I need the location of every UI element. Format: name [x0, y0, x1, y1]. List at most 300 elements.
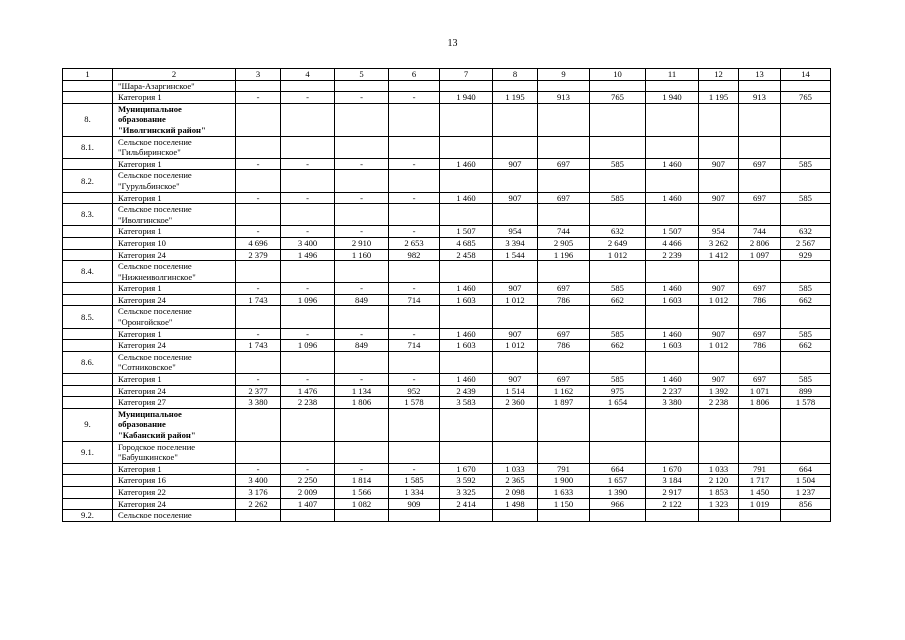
value-cell [335, 408, 389, 441]
value-cell: 1 633 [538, 486, 590, 498]
value-cell: 1 460 [646, 374, 699, 386]
value-cell [389, 510, 440, 522]
value-cell [538, 80, 590, 92]
value-cell: - [335, 158, 389, 170]
value-cell [281, 351, 335, 373]
row-name-cell [113, 510, 236, 522]
value-cell [646, 80, 699, 92]
value-cell: - [281, 226, 335, 238]
value-cell: 849 [335, 340, 389, 352]
value-cell [590, 261, 646, 283]
value-cell: 1 507 [440, 226, 493, 238]
value-cell [739, 261, 781, 283]
value-cell: 1 450 [739, 486, 781, 498]
value-cell: 2 238 [699, 397, 739, 409]
value-cell [739, 408, 781, 441]
value-cell [389, 103, 440, 136]
value-cell [440, 261, 493, 283]
value-cell [699, 408, 739, 441]
row-name-cell [113, 486, 236, 498]
value-cell [781, 136, 831, 158]
table-row [63, 261, 831, 283]
value-cell: 1 476 [281, 385, 335, 397]
row-name-cell [113, 385, 236, 397]
value-cell: 2 262 [236, 498, 281, 510]
value-cell: 2 653 [389, 237, 440, 249]
row-number-cell [63, 486, 113, 498]
row-name-cell [113, 136, 236, 158]
value-cell: - [389, 158, 440, 170]
value-cell: 899 [781, 385, 831, 397]
value-cell: 907 [493, 158, 538, 170]
value-cell [739, 306, 781, 328]
value-cell: 1 603 [440, 340, 493, 352]
row-number-cell [63, 226, 113, 238]
table-row [63, 92, 831, 104]
value-cell: 1 460 [646, 158, 699, 170]
table-row [63, 408, 831, 441]
row-number-cell: 9. [63, 408, 113, 441]
value-cell: 1 033 [493, 463, 538, 475]
value-cell: - [236, 283, 281, 295]
row-number-cell [63, 294, 113, 306]
table-row [63, 340, 831, 352]
value-cell: 2 905 [538, 237, 590, 249]
value-cell [538, 306, 590, 328]
value-cell: 907 [699, 192, 739, 204]
value-cell: 585 [590, 374, 646, 386]
value-cell: 1 390 [590, 486, 646, 498]
row-name-cell [113, 192, 236, 204]
table-row [63, 249, 831, 261]
value-cell: 585 [781, 283, 831, 295]
value-cell: 3 176 [236, 486, 281, 498]
value-cell [646, 306, 699, 328]
row-number-cell [63, 374, 113, 386]
value-cell [493, 441, 538, 463]
value-cell: 585 [781, 374, 831, 386]
value-cell: 1 460 [646, 283, 699, 295]
value-cell [493, 261, 538, 283]
value-cell [440, 351, 493, 373]
row-number-cell: 8.1. [63, 136, 113, 158]
value-cell [739, 204, 781, 226]
row-number-cell [63, 92, 113, 104]
header-cell: 3 [236, 69, 281, 81]
value-cell: 697 [538, 192, 590, 204]
table-row [63, 306, 831, 328]
value-cell [781, 408, 831, 441]
row-name-line: Категория 16 [118, 475, 166, 486]
row-number-cell [63, 237, 113, 249]
value-cell [646, 261, 699, 283]
value-cell [590, 136, 646, 158]
value-cell: 585 [590, 192, 646, 204]
header-cell: 5 [335, 69, 389, 81]
row-name-cell [113, 103, 236, 136]
value-cell: 2 120 [699, 475, 739, 487]
value-cell: 1 578 [389, 397, 440, 409]
header-cell: 9 [538, 69, 590, 81]
value-cell: 1 897 [538, 397, 590, 409]
value-cell: - [236, 463, 281, 475]
value-cell: 2 239 [646, 249, 699, 261]
value-cell: 697 [739, 283, 781, 295]
value-cell [389, 136, 440, 158]
value-cell: 3 400 [236, 475, 281, 487]
value-cell [781, 510, 831, 522]
value-cell: 697 [538, 328, 590, 340]
value-cell [739, 170, 781, 192]
table-row [63, 510, 831, 522]
value-cell: 1 195 [493, 92, 538, 104]
row-name-line: "Кабанский район" [118, 430, 196, 440]
value-cell: 1 743 [236, 340, 281, 352]
value-cell: 1 392 [699, 385, 739, 397]
value-cell: 907 [493, 192, 538, 204]
value-cell: - [335, 192, 389, 204]
value-cell: 1 012 [699, 340, 739, 352]
value-cell: 954 [493, 226, 538, 238]
value-cell [590, 204, 646, 226]
value-cell: - [236, 374, 281, 386]
row-name-line: Городское поселение [118, 441, 196, 452]
value-cell [389, 306, 440, 328]
row-name-line: Категория 1 [118, 92, 162, 103]
value-cell: 697 [739, 158, 781, 170]
value-cell: 662 [781, 294, 831, 306]
value-cell: 1 196 [538, 249, 590, 261]
table-row [63, 486, 831, 498]
value-cell: 765 [781, 92, 831, 104]
value-cell: 1 603 [646, 340, 699, 352]
value-cell: 849 [335, 294, 389, 306]
value-cell: 1 460 [440, 283, 493, 295]
value-cell: - [281, 158, 335, 170]
value-cell: 791 [538, 463, 590, 475]
value-cell [493, 351, 538, 373]
row-number-cell [63, 340, 113, 352]
table-row [63, 170, 831, 192]
value-cell [236, 408, 281, 441]
value-cell: - [389, 226, 440, 238]
header-cell: 1 [63, 69, 113, 81]
row-name-cell [113, 226, 236, 238]
value-cell [590, 441, 646, 463]
table-row [63, 351, 831, 373]
value-cell: 1 460 [440, 374, 493, 386]
value-cell: 697 [538, 374, 590, 386]
value-cell [699, 510, 739, 522]
value-cell [538, 441, 590, 463]
value-cell: - [389, 374, 440, 386]
value-cell [781, 103, 831, 136]
header-cell: 2 [113, 69, 236, 81]
value-cell: 952 [389, 385, 440, 397]
value-cell [389, 408, 440, 441]
value-cell [236, 204, 281, 226]
value-cell: 1 160 [335, 249, 389, 261]
value-cell: 2 009 [281, 486, 335, 498]
value-cell: 786 [739, 294, 781, 306]
value-cell [440, 170, 493, 192]
value-cell: - [335, 283, 389, 295]
value-cell: 975 [590, 385, 646, 397]
value-cell: - [236, 328, 281, 340]
value-cell: 1 012 [493, 340, 538, 352]
table-row [63, 192, 831, 204]
value-cell: 1 412 [699, 249, 739, 261]
table-row [63, 103, 831, 136]
table-body [63, 69, 831, 522]
value-cell: 907 [699, 158, 739, 170]
row-name-cell [113, 374, 236, 386]
header-cell: 11 [646, 69, 699, 81]
value-cell: 1 585 [389, 475, 440, 487]
row-name-line: Сельское поселение [118, 510, 192, 521]
value-cell [335, 204, 389, 226]
value-cell: 585 [590, 283, 646, 295]
table-row [63, 397, 831, 409]
value-cell: 1 657 [590, 475, 646, 487]
value-cell: 786 [538, 340, 590, 352]
row-name-line: Категория 24 [118, 294, 166, 305]
value-cell: 4 466 [646, 237, 699, 249]
value-cell: 1 940 [646, 92, 699, 104]
value-cell: 786 [739, 340, 781, 352]
table-row [63, 463, 831, 475]
row-name-cell [113, 306, 236, 328]
value-cell: 714 [389, 294, 440, 306]
value-cell [440, 441, 493, 463]
value-cell: 1 603 [440, 294, 493, 306]
row-number-cell [63, 80, 113, 92]
row-number-cell: 8.5. [63, 306, 113, 328]
row-name-cell [113, 170, 236, 192]
header-cell: 8 [493, 69, 538, 81]
row-name-line: Сельское поселение [118, 351, 192, 362]
value-cell [646, 441, 699, 463]
value-cell: 585 [590, 328, 646, 340]
table-row [63, 498, 831, 510]
value-cell: 3 380 [646, 397, 699, 409]
table-row [63, 294, 831, 306]
table-row [63, 136, 831, 158]
value-cell [236, 80, 281, 92]
value-cell: 1 082 [335, 498, 389, 510]
value-cell: 3 380 [236, 397, 281, 409]
value-cell: 1 670 [440, 463, 493, 475]
value-cell: 1 096 [281, 340, 335, 352]
row-name-cell [113, 261, 236, 283]
row-name-line: Категория 1 [118, 374, 162, 385]
table-row [63, 475, 831, 487]
row-number-cell: 9.1. [63, 441, 113, 463]
value-cell [440, 306, 493, 328]
row-name-cell [113, 397, 236, 409]
value-cell [281, 80, 335, 92]
value-cell: - [281, 92, 335, 104]
value-cell: 913 [538, 92, 590, 104]
value-cell: 714 [389, 340, 440, 352]
value-cell [335, 170, 389, 192]
value-cell: 632 [781, 226, 831, 238]
value-cell [590, 80, 646, 92]
value-cell [281, 510, 335, 522]
value-cell: 1 019 [739, 498, 781, 510]
header-cell: 13 [739, 69, 781, 81]
value-cell [389, 261, 440, 283]
table-row [63, 237, 831, 249]
value-cell: 966 [590, 498, 646, 510]
row-name-line: Категория 10 [118, 237, 166, 248]
row-name-cell [113, 441, 236, 463]
table-row [63, 80, 831, 92]
value-cell [281, 136, 335, 158]
value-cell: 907 [493, 374, 538, 386]
row-number-cell [63, 498, 113, 510]
value-cell: 3 184 [646, 475, 699, 487]
value-cell [781, 306, 831, 328]
row-name-line: "Оронгойское" [118, 317, 173, 328]
value-cell: 3 262 [699, 237, 739, 249]
value-cell: - [281, 463, 335, 475]
value-cell [646, 408, 699, 441]
value-cell [493, 510, 538, 522]
value-cell: 1 460 [440, 158, 493, 170]
value-cell [538, 351, 590, 373]
value-cell [335, 441, 389, 463]
value-cell: 664 [781, 463, 831, 475]
table-row [63, 385, 831, 397]
value-cell: 3 400 [281, 237, 335, 249]
row-name-cell [113, 351, 236, 373]
value-cell [281, 408, 335, 441]
value-cell: 1 195 [699, 92, 739, 104]
value-cell: 662 [781, 340, 831, 352]
value-cell [538, 170, 590, 192]
value-cell [335, 351, 389, 373]
value-cell: 1 743 [236, 294, 281, 306]
value-cell: - [236, 92, 281, 104]
value-cell: 1 544 [493, 249, 538, 261]
tariff-table [62, 68, 831, 522]
value-cell [236, 103, 281, 136]
value-cell [739, 441, 781, 463]
row-name-line: Сельское поселение [118, 261, 192, 272]
row-number-cell [63, 249, 113, 261]
value-cell: 3 325 [440, 486, 493, 498]
value-cell: 2 414 [440, 498, 493, 510]
value-cell: 744 [739, 226, 781, 238]
value-cell [699, 204, 739, 226]
value-cell: 3 394 [493, 237, 538, 249]
header-row [63, 69, 831, 81]
value-cell [335, 103, 389, 136]
value-cell: 2 377 [236, 385, 281, 397]
row-number-cell [63, 397, 113, 409]
value-cell: 2 238 [281, 397, 335, 409]
value-cell: 1 097 [739, 249, 781, 261]
row-name-line: Муниципальное [118, 103, 182, 114]
value-cell [739, 510, 781, 522]
value-cell [781, 80, 831, 92]
row-name-line: Сельское поселение [118, 170, 192, 181]
value-cell: 907 [699, 283, 739, 295]
row-name-line: образование [118, 114, 166, 125]
value-cell: 585 [590, 158, 646, 170]
value-cell [646, 204, 699, 226]
value-cell: 2 806 [739, 237, 781, 249]
value-cell: 1 237 [781, 486, 831, 498]
value-cell [739, 136, 781, 158]
value-cell: 697 [739, 374, 781, 386]
value-cell [493, 80, 538, 92]
value-cell [699, 261, 739, 283]
value-cell: 954 [699, 226, 739, 238]
table-row [63, 158, 831, 170]
value-cell [646, 170, 699, 192]
value-cell: - [389, 283, 440, 295]
header-cell: 12 [699, 69, 739, 81]
value-cell: 1 940 [440, 92, 493, 104]
value-cell: - [236, 226, 281, 238]
row-name-line: "Иволгинское" [118, 214, 173, 225]
row-name-line: Категория 24 [118, 385, 166, 396]
value-cell: 1 460 [646, 328, 699, 340]
value-cell: 1 578 [781, 397, 831, 409]
value-cell [281, 204, 335, 226]
value-cell [389, 351, 440, 373]
value-cell: 1 012 [699, 294, 739, 306]
value-cell: 1 150 [538, 498, 590, 510]
value-cell [335, 261, 389, 283]
value-cell: 1 498 [493, 498, 538, 510]
value-cell [389, 170, 440, 192]
value-cell [335, 80, 389, 92]
value-cell [590, 510, 646, 522]
value-cell: 664 [590, 463, 646, 475]
row-name-cell [113, 92, 236, 104]
value-cell [739, 80, 781, 92]
value-cell: 907 [493, 283, 538, 295]
value-cell [493, 170, 538, 192]
value-cell [739, 351, 781, 373]
value-cell [590, 306, 646, 328]
value-cell: 662 [590, 294, 646, 306]
row-number-cell: 8.3. [63, 204, 113, 226]
row-name-line: "Бабушкинское" [118, 452, 178, 463]
value-cell: 744 [538, 226, 590, 238]
value-cell: 1 603 [646, 294, 699, 306]
value-cell [781, 261, 831, 283]
row-name-line: "Гильбиринское" [118, 147, 181, 158]
row-name-line: Категория 24 [118, 340, 166, 351]
value-cell: 913 [739, 92, 781, 104]
value-cell: 2 250 [281, 475, 335, 487]
value-cell [335, 306, 389, 328]
value-cell: 2 379 [236, 249, 281, 261]
row-name-cell [113, 237, 236, 249]
value-cell: 1 334 [389, 486, 440, 498]
value-cell: 929 [781, 249, 831, 261]
value-cell: 1 071 [739, 385, 781, 397]
value-cell: 909 [389, 498, 440, 510]
value-cell: 1 162 [538, 385, 590, 397]
row-number-cell [63, 283, 113, 295]
value-cell: 2 122 [646, 498, 699, 510]
row-name-cell [113, 340, 236, 352]
